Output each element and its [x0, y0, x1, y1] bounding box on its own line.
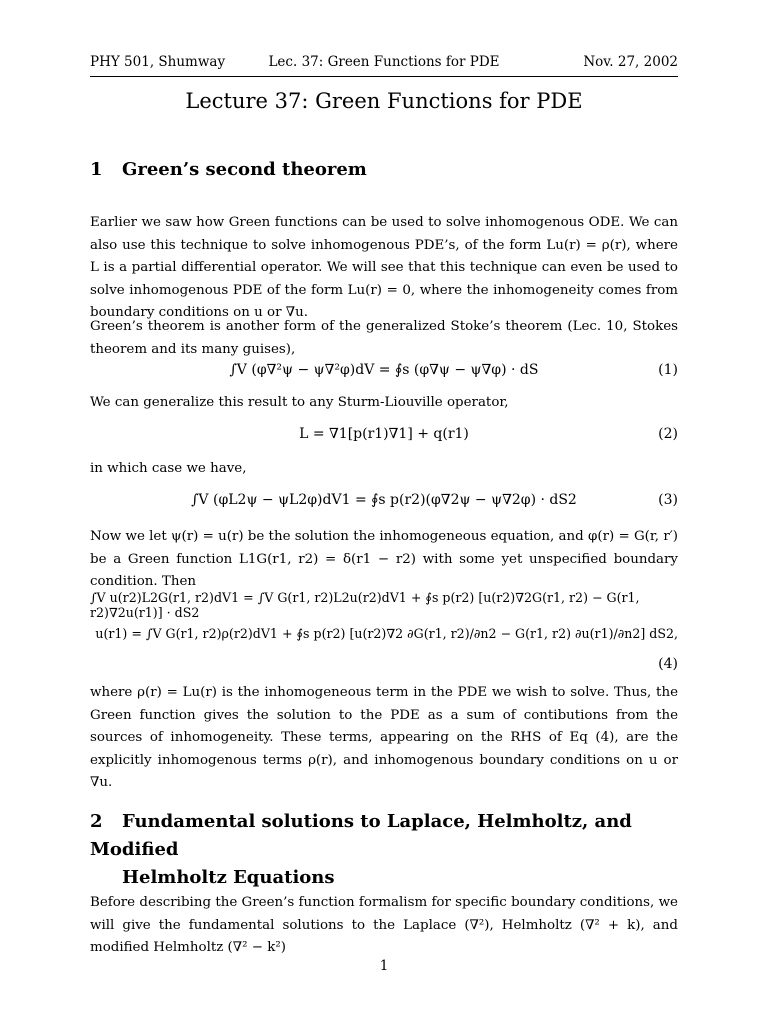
header-date: Nov. 27, 2002 [583, 54, 678, 70]
equation-body: L = ∇1[p(r1)∇1] + q(r1) [299, 426, 469, 442]
paragraph: Earlier we saw how Green functions can be used to solve inhomogenous ODE. We can also use this technique to solve inhomogenous PDE’s, of the form Lu(r) = ρ(r), where L is a partial differential operator. We will see that this technique can even be used to solve inhomogenous PDE of the form Lu(r) = 0, where the inhomogeneity comes from boundary conditions on u or ∇u. [90, 215, 678, 320]
header-course: PHY 501, Shumway [90, 54, 226, 70]
equation-body: ∫V (φ∇²ψ − ψ∇²φ)dV = ∮s (φ∇ψ − ψ∇φ) · dS [229, 362, 539, 378]
equation-4b [90, 620, 678, 654]
equation-number: (3) [658, 492, 678, 508]
equation-4a [90, 584, 678, 618]
equation-3 [90, 486, 678, 520]
equation-number: (2) [658, 426, 678, 442]
page-title: Lecture 37: Green Functions for PDE [185, 89, 583, 113]
equation-body: ∫V (φL2ψ − ψL2φ)dV1 = ∮s p(r2)(φ∇2ψ − ψ∇2φ) · dS2 [191, 492, 577, 508]
paragraph: where ρ(r) = Lu(r) is the inhomogeneous term in the PDE we wish to solve. Thus, the Green function gives the solution to the PDE as a sum of contibutions from the sources of inhomogeneity. These terms, appearing on the RHS of Eq (4), are the explicitly inhomogenous terms ρ(r), and inhomogenous boundary conditions on u or ∇u. [90, 685, 678, 790]
equation-2 [90, 420, 678, 454]
equation-4-number-row [90, 650, 678, 684]
section-heading-1 [90, 156, 690, 184]
equation-number: (4) [658, 656, 678, 672]
equation-body: ∫V u(r2)L2G(r1, r2)dV1 = ∫V G(r1, r2)L2u(r2)dV1 + ∮s p(r2) [u(r2)∇2G(r1, r2) − G(r1, r2)∇2u(r1)] · dS2 [90, 590, 640, 620]
equation-number: (1) [658, 362, 678, 378]
section-title: Green’s second theorem [122, 159, 367, 180]
section-heading-2 [90, 808, 690, 892]
header-rule [90, 76, 678, 77]
paragraph: We can generalize this result to any Sturm-Liouville operator, [90, 395, 509, 410]
paragraph: Now we let ψ(r) = u(r) be the solution the inhomogeneous equation, and φ(r) = G(r, r′) be a Green function L1G(r1, r2) = δ(r1 − r2) with some yet unspecified boundary condition. Then [90, 529, 678, 589]
section-number: 1 [90, 159, 103, 180]
paragraph: Before describing the Green’s function formalism for specific boundary conditions, we will give the fundamental solutions to the Laplace (∇²), Helmholtz (∇² + k), and modified Helmholtz (∇² − k²) [90, 895, 678, 955]
header-lecture: Lec. 37: Green Functions for PDE [268, 54, 500, 70]
paragraph: Green’s theorem is another form of the generalized Stoke’s theorem (Lec. 10, Stokes theorem and its many guises), [90, 319, 678, 357]
section-number: 2 [90, 811, 103, 832]
paragraph: in which case we have, [90, 461, 247, 476]
section-title-line1: Fundamental solutions to Laplace, Helmholtz, and Modified [90, 811, 632, 860]
page-number: 1 [379, 958, 389, 974]
section-title-line2: Helmholtz Equations [122, 867, 335, 888]
equation-body: u(r1) = ∫V G(r1, r2)ρ(r2)dV1 + ∮s p(r2) [u(r2)∇2 ∂G(r1, r2)/∂n2 − G(r1, r2) ∂u(r1)/∂n2] dS2, [95, 626, 678, 641]
equation-1 [90, 356, 678, 390]
